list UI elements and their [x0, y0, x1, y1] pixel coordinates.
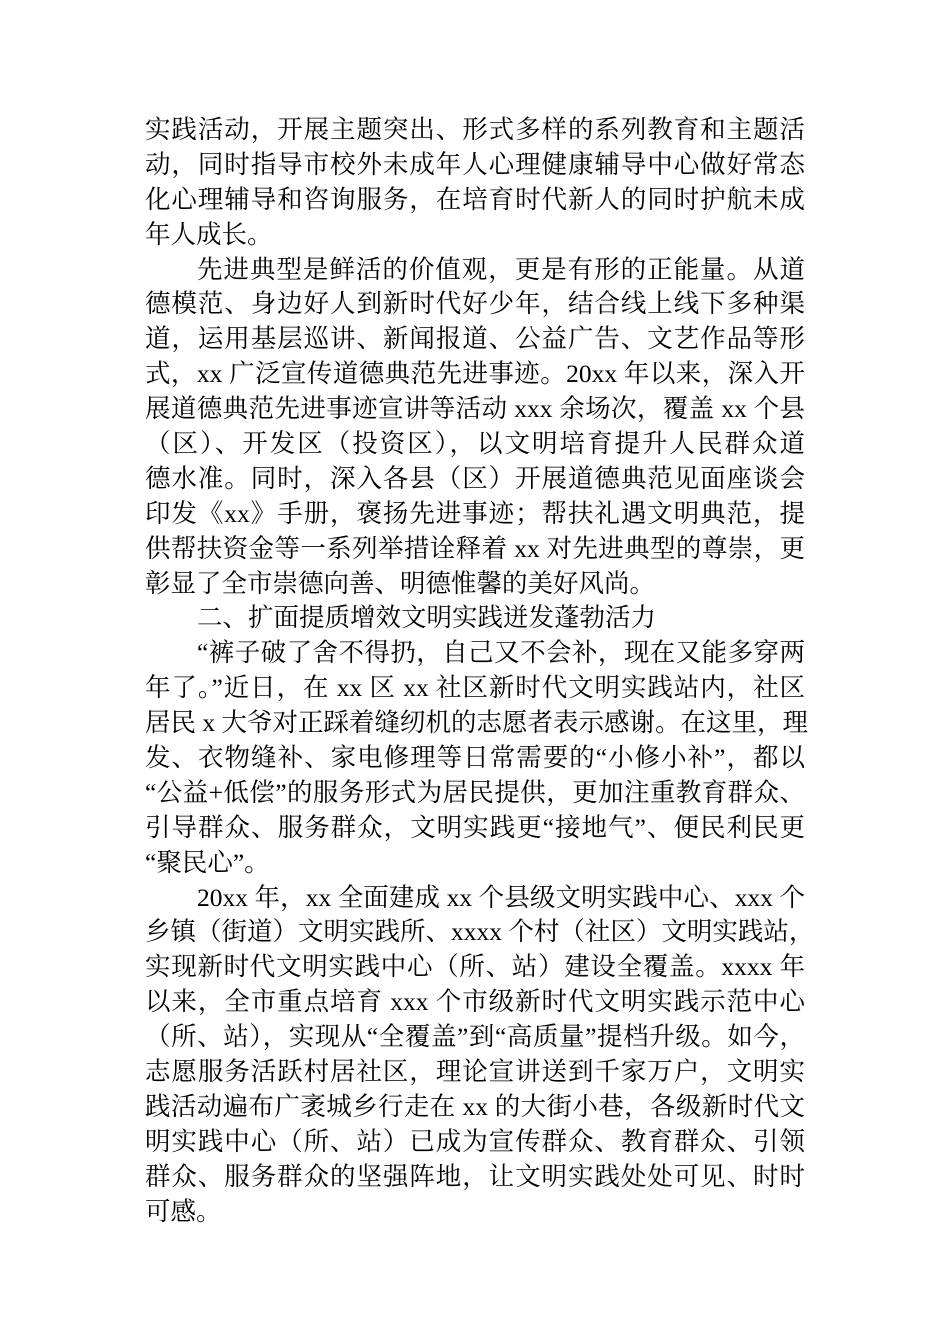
text-line: 式，xx 广泛宣传道德典范先进事迹。20xx 年以来，深入开 [145, 359, 805, 389]
text-line: 动，同时指导市校外未成年人心理健康辅导中心做好常态 [145, 149, 805, 179]
text-line: 展道德典范先进事迹宣讲等活动 xxx 余场次，覆盖 xx 个县 [145, 394, 805, 424]
text-line: 道，运用基层巡讲、新闻报道、公益广告、文艺作品等形 [145, 324, 805, 354]
text-line: “公益+低偿”的服务形式为居民提供，更加注重教育群众、 [145, 777, 805, 807]
text-line: “聚民心”。 [145, 847, 270, 877]
paragraph [145, 113, 805, 253]
text-line: 志愿服务活跃村居社区，理论宣讲送到千家万户，文明实 [145, 1057, 805, 1087]
text-line: 德水准。同时，深入各县（区）开展道德典范见面座谈会 [145, 463, 805, 493]
text-line: 践活动遍布广袤城乡行走在 xx 的大街小巷，各级新时代文 [145, 1091, 805, 1121]
text-line: 德模范、身边好人到新时代好少年，结合线上线下多种渠 [145, 289, 805, 319]
text-line: 明实践中心（所、站）已成为宣传群众、教育群众、引领 [145, 1126, 805, 1156]
text-line: “裤子破了舍不得扔，自己又不会补，现在又能多穿两 [197, 638, 805, 668]
text-line: 化心理辅导和咨询服务，在培育时代新人的同时护航未成 [145, 184, 805, 214]
text-line: 群众、服务群众的坚强阵地，让文明实践处处可见、时时 [145, 1161, 805, 1191]
text-line: 可感。 [145, 1196, 222, 1226]
document-page [145, 113, 815, 1230]
paragraph [145, 636, 809, 880]
text-line: 年了。”近日，在 xx 区 xx 社区新时代文明实践站内，社区 [145, 673, 805, 703]
text-line: 印发《xx》手册，褒扬先进事迹；帮扶礼遇文明典范，提 [145, 498, 805, 528]
text-line: 居民 x 大爷对正踩着缝纫机的志愿者表示感谢。在这里，理 [145, 708, 809, 738]
text-line: （区）、开发区（投资区），以文明培育提升人民群众道 [145, 429, 805, 459]
text-line: 年人成长。 [145, 219, 273, 249]
text-line: 实践活动，开展主题突出、形式多样的系列教育和主题活 [145, 115, 805, 144]
text-line: 先进典型是鲜活的价值观，更是有形的正能量。从道 [197, 254, 805, 284]
text-line: 以来，全市重点培育 xxx 个市级新时代文明实践示范中心 [145, 987, 805, 1017]
paragraph [145, 881, 815, 1230]
text-line: 乡镇（街道）文明实践所、xxxx 个村（社区）文明实践站， [145, 917, 815, 947]
paragraph [145, 253, 805, 602]
text-line: 二、扩面提质增效文明实践迸发蓬勃活力 [197, 603, 657, 633]
text-line: 发、衣物缝补、家电修理等日常需要的“小修小补”，都以 [145, 743, 805, 773]
section-heading [145, 601, 805, 636]
text-line: 实现新时代文明实践中心（所、站）建设全覆盖。xxxx 年 [145, 952, 805, 982]
text-line: 供帮扶资金等一系列举措诠释着 xx 对先进典型的尊崇，更 [145, 533, 805, 563]
text-line: 20xx 年，xx 全面建成 xx 个县级文明实践中心、xxx 个 [197, 882, 805, 912]
text-line: （所、站），实现从“全覆盖”到“高质量”提档升级。如今， [145, 1022, 805, 1052]
text-line: 彰显了全市崇德向善、明德惟馨的美好风尚。 [145, 568, 656, 598]
text-line: 引导群众、服务群众，文明实践更“接地气”、便民利民更 [145, 812, 805, 842]
